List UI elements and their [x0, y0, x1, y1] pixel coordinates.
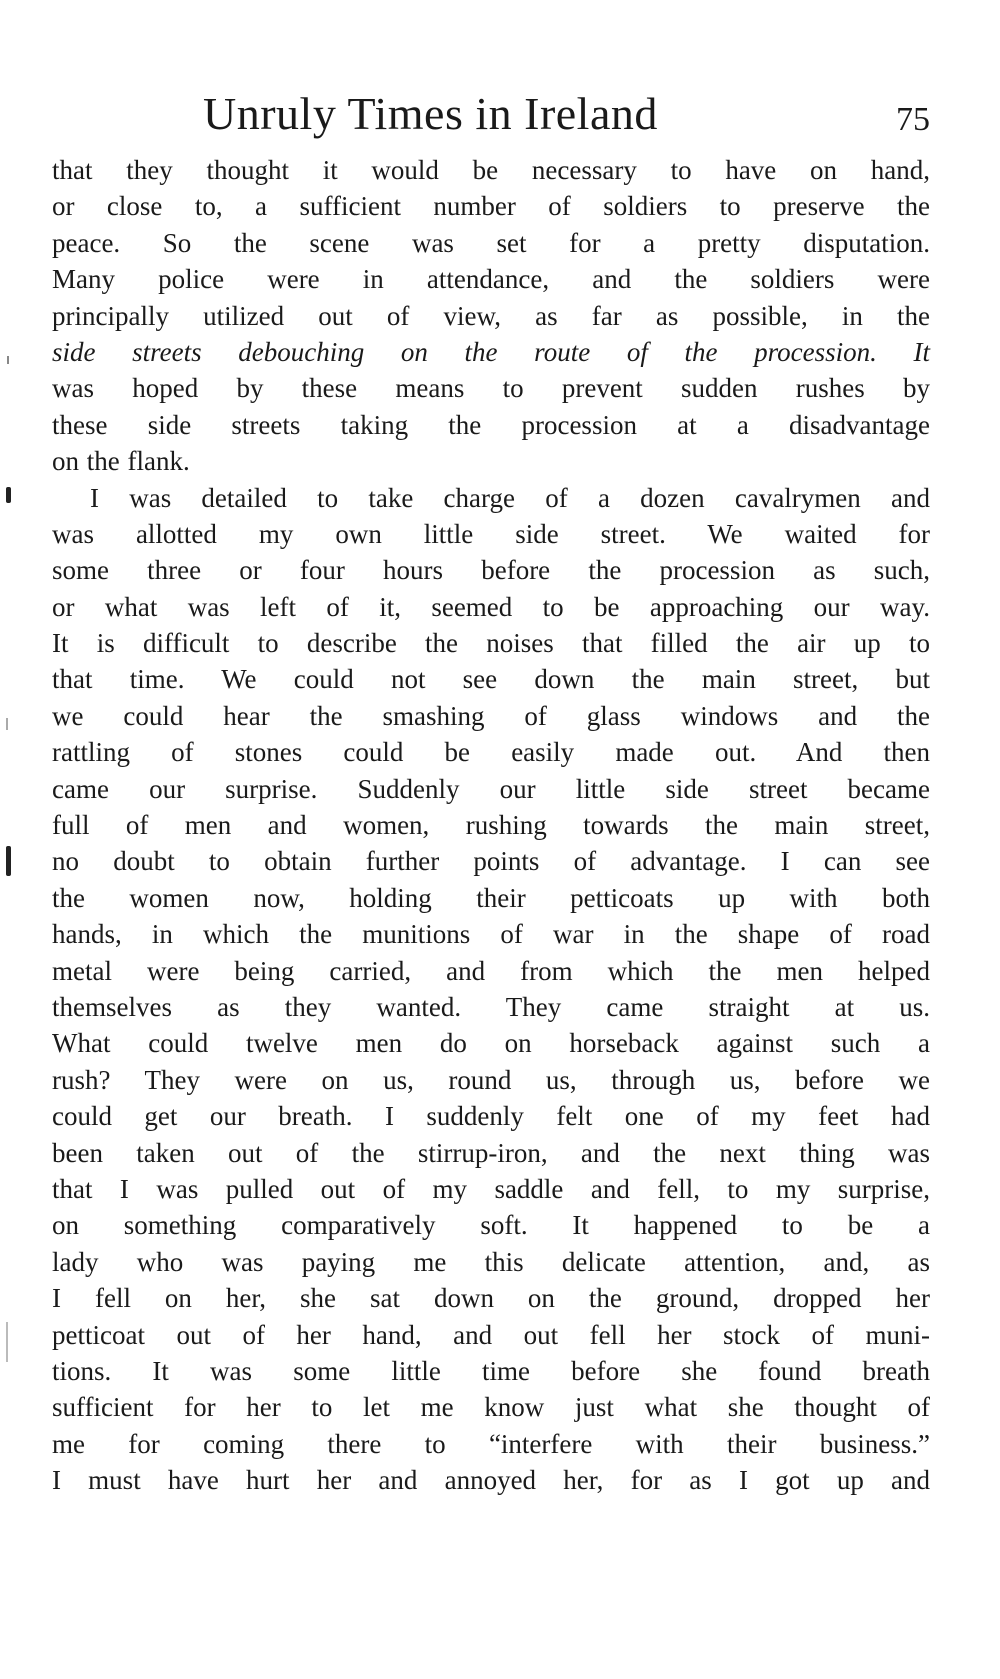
margin-ink-mark	[6, 1322, 8, 1362]
text-line: What could twelve men do on horseback against such a	[52, 1028, 930, 1059]
text-line: side streets debouching on the route of the procession. It	[52, 336, 930, 367]
body-text	[52, 152, 930, 1498]
text-line: was allotted my own little side street. We waited for	[52, 518, 930, 549]
text-line: these side streets taking the procession at a disadvantage	[52, 409, 930, 440]
text-line: we could hear the smashing of glass windows and the	[52, 700, 930, 731]
text-line: that I was pulled out of my saddle and fell, to my surprise,	[52, 1173, 930, 1204]
paragraph	[52, 480, 930, 1499]
text-line: It is difficult to describe the noises that filled the air up to	[52, 628, 930, 659]
text-line: or close to, a sufficient number of soldiers to preserve the	[52, 191, 930, 222]
text-line: rattling of stones could be easily made out. And then	[52, 737, 930, 768]
margin-ink-mark	[6, 718, 8, 730]
text-line: on something comparatively soft. It happened to be a	[52, 1210, 930, 1241]
page-header	[50, 88, 930, 148]
text-line: rush? They were on us, round us, through us, before we	[52, 1064, 930, 1095]
text-line: the women now, holding their petticoats up with both	[52, 882, 930, 913]
text-line: I fell on her, she sat down on the ground, dropped her	[52, 1283, 930, 1314]
text-line: no doubt to obtain further points of advantage. I can see	[52, 846, 930, 877]
text-line: metal were being carried, and from which the men helped	[52, 955, 930, 986]
text-line: I must have hurt her and annoyed her, for as I got up and	[52, 1465, 930, 1496]
text-line: peace. So the scene was set for a pretty disputation.	[52, 227, 930, 258]
text-line: that time. We could not see down the main street, but	[52, 664, 930, 695]
text-line: sufficient for her to let me know just what she thought of	[52, 1392, 930, 1423]
text-line: could get our breath. I suddenly felt one of my feet had	[52, 1101, 930, 1132]
text-line: hands, in which the munitions of war in the shape of road	[52, 919, 930, 950]
paragraph	[52, 152, 930, 480]
text-line: I was detailed to take charge of a dozen cavalrymen and	[90, 482, 930, 513]
text-line: that they thought it would be necessary to have on hand,	[52, 155, 930, 185]
text-line: Many police were in attendance, and the soldiers were	[52, 264, 930, 295]
page-number: 75	[896, 101, 930, 138]
margin-ink-mark	[6, 487, 11, 503]
text-line: came our surprise. Suddenly our little side street became	[52, 773, 930, 804]
text-line: petticoat out of her hand, and out fell her stock of muni-	[52, 1319, 930, 1350]
text-line: principally utilized out of view, as far as possible, in the	[52, 300, 930, 331]
text-line: or what was left of it, seemed to be approaching our way.	[52, 591, 930, 622]
margin-ink-mark	[6, 846, 11, 876]
text-line: lady who was paying me this delicate attention, and, as	[52, 1246, 930, 1277]
running-title: Unruly Times in Ireland	[203, 88, 658, 139]
text-line: on the flank.	[52, 446, 190, 477]
text-line: been taken out of the stirrup-iron, and the next thing was	[52, 1137, 930, 1168]
text-line: some three or four hours before the procession as such,	[52, 555, 930, 586]
margin-ink-mark	[7, 356, 9, 364]
text-line: tions. It was some little time before she found breath	[52, 1355, 930, 1386]
text-line: me for coming there to “interfere with their business.”	[52, 1428, 930, 1459]
text-line: was hoped by these means to prevent sudden rushes by	[52, 373, 930, 404]
text-line: themselves as they wanted. They came straight at us.	[52, 991, 930, 1022]
text-line: full of men and women, rushing towards the main street,	[52, 810, 930, 841]
